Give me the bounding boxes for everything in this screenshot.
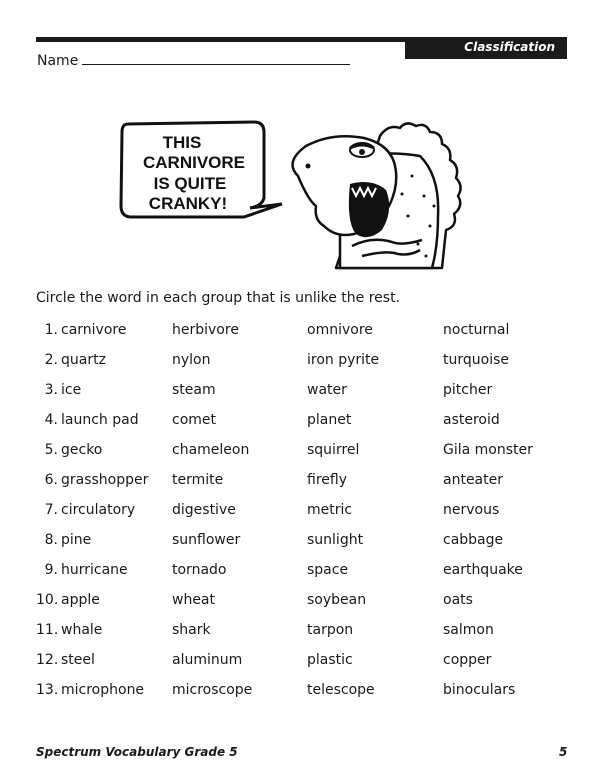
word-option[interactable]: herbivore	[172, 322, 239, 338]
word-option[interactable]: soybean	[307, 592, 367, 608]
word-group-row	[36, 442, 576, 462]
word-group-row	[36, 592, 576, 612]
item-number: 4.	[44, 412, 58, 428]
word-group-row	[36, 412, 576, 432]
name-line[interactable]	[82, 52, 350, 65]
word-group-row	[36, 532, 576, 552]
word-option[interactable]: Gila monster	[443, 442, 533, 458]
word-option[interactable]: wheat	[172, 592, 216, 608]
word-option[interactable]: nervous	[443, 502, 500, 518]
word-option[interactable]: water	[307, 382, 347, 398]
word-option[interactable]: salmon	[443, 622, 494, 638]
word-option[interactable]: shark	[172, 622, 211, 638]
item-number: 2.	[44, 352, 58, 368]
item-number: 11.	[36, 622, 59, 638]
word-option[interactable]: gecko	[61, 442, 103, 458]
item-number: 13.	[36, 682, 59, 698]
word-option[interactable]: whale	[61, 622, 103, 638]
word-option[interactable]: circulatory	[61, 502, 136, 518]
name-field-row	[37, 52, 350, 69]
word-option[interactable]: firefly	[307, 472, 347, 488]
word-group-row	[36, 382, 576, 402]
word-group-row	[36, 652, 576, 672]
item-number: 5.	[44, 442, 58, 458]
word-option[interactable]: digestive	[172, 502, 236, 518]
word-group-row	[36, 472, 576, 492]
word-option[interactable]: microscope	[172, 682, 253, 698]
word-option[interactable]: hurricane	[61, 562, 128, 578]
word-option[interactable]: sunlight	[307, 532, 364, 548]
word-option[interactable]: asteroid	[443, 412, 500, 428]
word-option[interactable]: launch pad	[61, 412, 139, 428]
word-option[interactable]: pine	[61, 532, 92, 548]
word-option[interactable]: carnivore	[61, 322, 127, 338]
speech-line-2: CARNIVORE	[142, 153, 246, 172]
word-option[interactable]: nylon	[172, 352, 211, 368]
word-option[interactable]: ice	[61, 382, 82, 398]
footer-book-title: Spectrum Vocabulary Grade 5	[36, 745, 238, 759]
word-group-row	[36, 502, 576, 522]
word-option[interactable]: chameleon	[172, 442, 250, 458]
dinosaur-cartoon	[112, 106, 492, 274]
speech-line-4: CRANKY!	[148, 194, 228, 213]
word-option[interactable]: microphone	[61, 682, 145, 698]
word-option[interactable]: sunflower	[172, 532, 241, 548]
word-option[interactable]: grasshopper	[61, 472, 149, 488]
word-option[interactable]: metric	[307, 502, 353, 518]
speech-line-3: IS QUITE	[153, 174, 227, 193]
word-option[interactable]: omnivore	[307, 322, 373, 338]
word-option[interactable]: earthquake	[443, 562, 523, 578]
item-number: 1.	[44, 322, 58, 338]
word-option[interactable]: anteater	[443, 472, 503, 488]
page-number: 5	[559, 745, 568, 759]
section-tag: Classification	[405, 37, 567, 59]
item-number: 10.	[36, 592, 59, 608]
word-option[interactable]: binoculars	[443, 682, 516, 698]
word-group-row	[36, 562, 576, 582]
word-option[interactable]: quartz	[61, 352, 106, 368]
word-option[interactable]: nocturnal	[443, 322, 510, 338]
item-number: 6.	[44, 472, 58, 488]
item-number: 12.	[36, 652, 59, 668]
word-option[interactable]: cabbage	[443, 532, 504, 548]
word-option[interactable]: turquoise	[443, 352, 509, 368]
word-option[interactable]: plastic	[307, 652, 353, 668]
item-number: 3.	[44, 382, 58, 398]
word-option[interactable]: space	[307, 562, 349, 578]
word-option[interactable]: comet	[172, 412, 217, 428]
word-option[interactable]: squirrel	[307, 442, 360, 458]
word-group-row	[36, 352, 576, 372]
word-option[interactable]: apple	[61, 592, 100, 608]
word-group-row	[36, 322, 576, 342]
word-option[interactable]: tarpon	[307, 622, 354, 638]
word-option[interactable]: iron pyrite	[307, 352, 380, 368]
item-number: 9.	[44, 562, 58, 578]
name-label: Name	[37, 53, 79, 69]
word-group-row	[36, 682, 576, 702]
word-option[interactable]: steel	[61, 652, 95, 668]
instructions: Circle the word in each group that is unlike the rest.	[36, 290, 401, 306]
word-option[interactable]: tornado	[172, 562, 227, 578]
word-option[interactable]: planet	[307, 412, 352, 428]
word-option[interactable]: termite	[172, 472, 224, 488]
word-option[interactable]: copper	[443, 652, 492, 668]
word-option[interactable]: telescope	[307, 682, 375, 698]
word-option[interactable]: aluminum	[172, 652, 243, 668]
item-number: 7.	[44, 502, 58, 518]
item-number: 8.	[44, 532, 58, 548]
speech-line-1: THIS	[162, 133, 202, 152]
word-group-row	[36, 622, 576, 642]
word-option[interactable]: oats	[443, 592, 473, 608]
word-option[interactable]: steam	[172, 382, 216, 398]
word-option[interactable]: pitcher	[443, 382, 493, 398]
